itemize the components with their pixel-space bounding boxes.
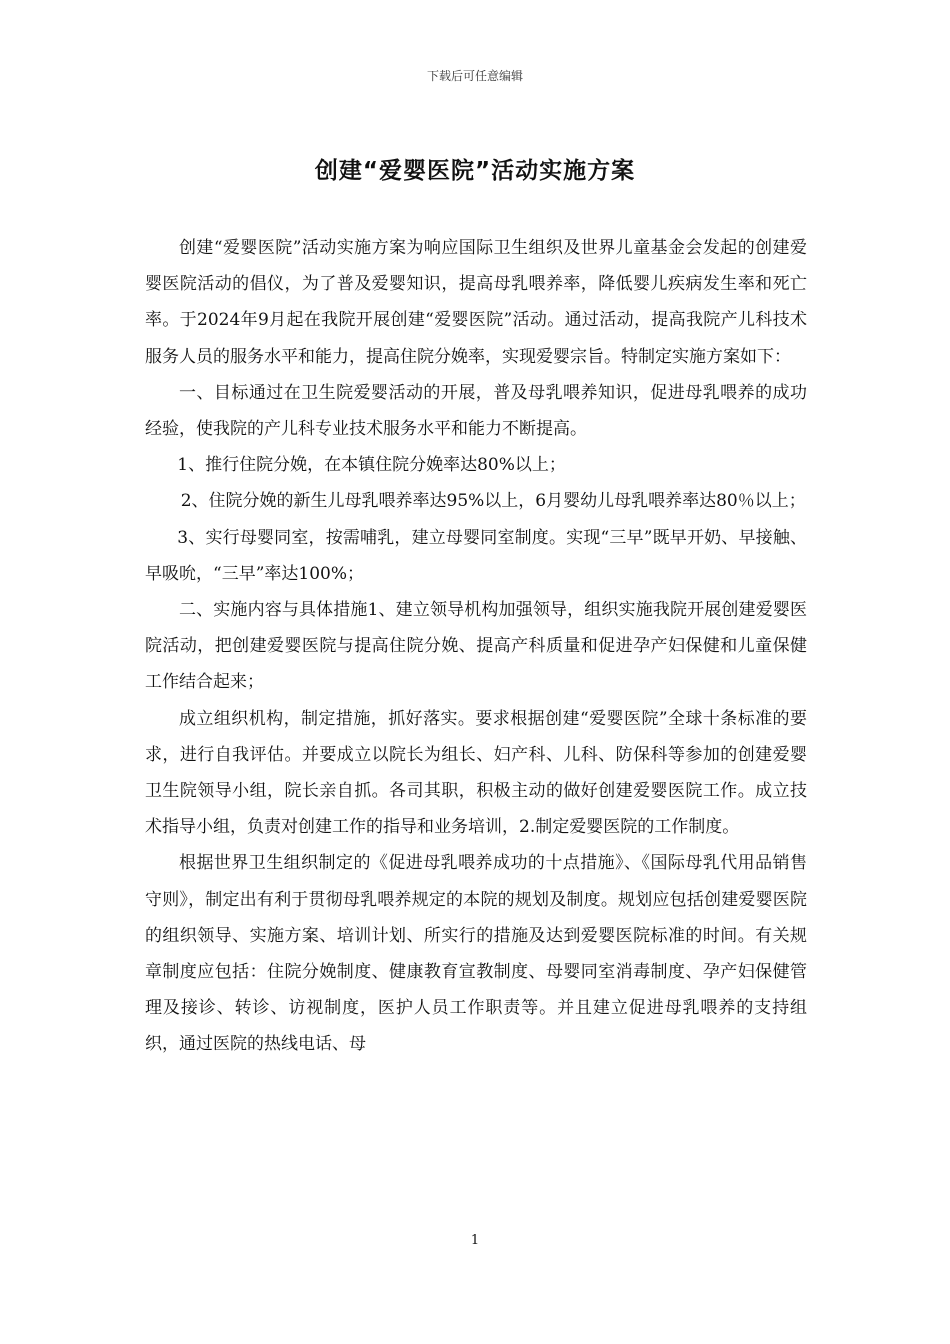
paragraph-item-1: 1、推行住院分娩，在本镇住院分娩率达80%以上； [177,455,566,476]
paragraph-organization: 成立组织机构，制定措施，抓好落实。要求根据创建“爱婴医院”全球十条标准的要求，进行自我评估。并要成立以院长为组长、妇产科、儿科、防保科等参加的创建爱婴卫生院领导小组，院长亲自抓。各司其职，积极主动的做好创建爱婴医院工作。成立技术指导小组，负责对创建工作的指导和业务培训，2.制定爱婴医院的工作制度。 [145,708,807,838]
paragraph-item-3: 3、实行母婴同室，按需哺乳，建立母婴同室制度。实现“三早”既早开奶、早接触、早吸吮，“三早”率达100%； [145,527,807,584]
document-title: 创建“爱婴医院”活动实施方案 [314,158,636,184]
paragraph-regulations: 根据世界卫生组织制定的《促进母乳喂养成功的十点措施》、《国际母乳代用品销售守则》，制定出有利于贯彻母乳喂养规定的本院的规划及制度。规划应包括创建爱婴医院的组织领导、实施方案、培训计划、所实行的措施及达到爱婴医院标准的时间。有关规章制度应包括：住院分娩制度、健康教育宣教制度、母婴同室消毒制度、孕产妇保健管理及接诊、转诊、访视制度，医护人员工作职责等。并且建立促进母乳喂养的支持组织，通过医院的热线电话、母 [145,853,807,1055]
document-body [145,230,807,1063]
paragraph-goal: 一、目标通过在卫生院爱婴活动的开展，普及母乳喂养知识，促进母乳喂养的成功经验，使我院的产儿科专业技术服务水平和能力不断提高。 [145,382,807,440]
paragraph-measures: 二、实施内容与具体措施1、建立领导机构加强领导，组织实施我院开展创建爱婴医院活动，把创建爱婴医院与提高住院分娩、提高产科质量和促进孕产妇保健和儿童保健工作结合起来； [145,600,807,693]
page-number: 1 [470,1233,480,1248]
page-header: 下载后可任意编辑 [426,69,523,83]
paragraph-item-2: 2、住院分娩的新生儿母乳喂养率达95%以上，6月婴幼儿母乳喂养率达80％以上； [180,491,806,512]
paragraph-intro: 创建“爱婴医院”活动实施方案为响应国际卫生组织及世界儿童基金会发起的创建爱婴医院活动的倡仪，为了普及爱婴知识，提高母乳喂养率，降低婴儿疾病发生率和死亡率。于2024年9月起在我院开展创建“爱婴医院”活动。通过活动，提高我院产儿科技术服务人员的服务水平和能力，提高住院分娩率，实现爱婴宗旨。特制定实施方案如下： [145,238,807,367]
